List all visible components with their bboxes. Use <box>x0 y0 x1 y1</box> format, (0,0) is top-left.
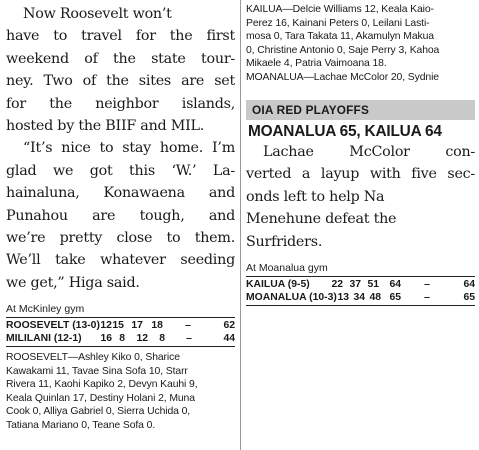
story-line: “It’s nice to stay home. I’m <box>23 140 235 157</box>
story-line: for the neighbor islands, <box>6 95 235 112</box>
linescore <box>246 276 475 306</box>
dateline: At McKinley gym <box>6 303 85 316</box>
story-line: Punahou are tough, and <box>6 207 235 224</box>
story-line: Now Roosevelt won’t <box>23 6 172 22</box>
quarter-score: 8 <box>119 333 125 345</box>
dash: – <box>185 320 191 332</box>
dash: – <box>424 279 430 291</box>
quarter-score: 12 <box>100 320 112 332</box>
right-column <box>246 0 475 310</box>
quarter-score: 13 <box>337 292 349 304</box>
story-line: we get,” Higa said. <box>6 274 140 291</box>
quarter-score: 15 <box>112 320 124 332</box>
story-line: Surfriders. <box>246 233 323 250</box>
final-score: 44 <box>223 333 235 345</box>
story-line: have to travel for the first <box>6 28 235 45</box>
quarter-score: 8 <box>159 333 165 345</box>
story-line: glad we got this ‘W.’ La- <box>6 162 235 179</box>
box-line: Perez 16, Kainani Peters 0, Leilani Lasti- <box>246 17 430 29</box>
final-score: 62 <box>223 320 235 332</box>
quarter-score: 64 <box>389 279 401 291</box>
quarter-score: 16 <box>100 333 112 345</box>
dash: – <box>424 292 430 304</box>
linescore-row <box>6 332 235 345</box>
headline: MOANALUA 65, KAILUA 64 <box>248 123 442 140</box>
box-score <box>6 351 235 432</box>
story-line: hosted by the BIIF and MIL. <box>6 118 205 135</box>
box-line: 0, Christine Antonio 0, Saje Perry 3, Kahoa <box>246 44 440 56</box>
quarter-score: 65 <box>389 292 401 304</box>
quarter-score: 17 <box>131 320 143 332</box>
story-line: we’re pretty close to them. <box>6 230 235 247</box>
linescore-row <box>246 278 475 291</box>
left-column <box>6 0 235 432</box>
story-line: weekend of the state tour- <box>6 50 235 67</box>
story-text <box>246 141 475 253</box>
story-line: Lachae McColor con- <box>263 144 475 160</box>
box-line: Kawakami 11, Tavae Sina Sofa 10, Starr <box>6 365 188 377</box>
quarter-score: 12 <box>136 333 148 345</box>
story-line: Menehune defeat the <box>246 211 397 228</box>
box-line: Tatiana Mariano 0, Teane Sofa 0. <box>6 419 156 431</box>
quarter-score: 18 <box>151 320 163 332</box>
column-divider <box>240 0 241 450</box>
box-line: Cook 0, Alliya Gabriel 0, Sierra Uchida 0, <box>6 406 191 418</box>
final-score: 65 <box>463 292 475 304</box>
final-score: 64 <box>463 279 475 291</box>
linescore-row <box>246 291 475 304</box>
box-line: MOANALUA—Lachae McColor 20, Sydnie <box>246 71 439 83</box>
team-name: KAILUA (9-5) <box>246 279 310 291</box>
dateline: At Moanalua gym <box>246 262 328 275</box>
box-line: Keala Quinlan 17, Destiny Holani 2, Muna <box>6 392 195 404</box>
story-line: hainaluna, Konawaena and <box>6 185 235 202</box>
story-line: ney. Two of the sites are set <box>6 73 235 90</box>
quarter-score: 48 <box>369 292 381 304</box>
dash: – <box>186 333 192 345</box>
story-line: onds left to help Na <box>246 188 385 205</box>
story-line: verted a layup with five sec- <box>246 166 475 183</box>
team-name: MILILANI (12-1) <box>6 333 82 345</box>
box-line: KAILUA—Delcie Williams 12, Keala Kaio- <box>246 4 434 15</box>
box-line: Mikaele 4, Patria Vaimoana 18. <box>246 58 387 69</box>
team-name: MOANALUA (10-3) <box>246 292 337 304</box>
story-line: We’ll take whatever seeding <box>6 252 235 269</box>
linescore <box>6 317 235 347</box>
box-line: mosa 0, Tara Takata 11, Akamulyn Makua <box>246 31 434 42</box>
quarter-score: 34 <box>353 292 365 304</box>
quarter-score: 51 <box>367 279 379 291</box>
box-line: ROOSEVELT—Ashley Kiko 0, Sharice <box>6 352 180 364</box>
story-text <box>6 3 235 294</box>
box-line: Rivera 11, Kaohi Kapiko 2, Devyn Kauhi 9, <box>6 379 198 391</box>
box-score <box>246 3 475 84</box>
team-name: ROOSEVELT (13-0) <box>6 320 100 332</box>
linescore-row <box>6 319 235 332</box>
section-title: OIA RED PLAYOFFS <box>246 100 475 120</box>
quarter-score: 22 <box>331 279 343 291</box>
quarter-score: 37 <box>349 279 361 291</box>
